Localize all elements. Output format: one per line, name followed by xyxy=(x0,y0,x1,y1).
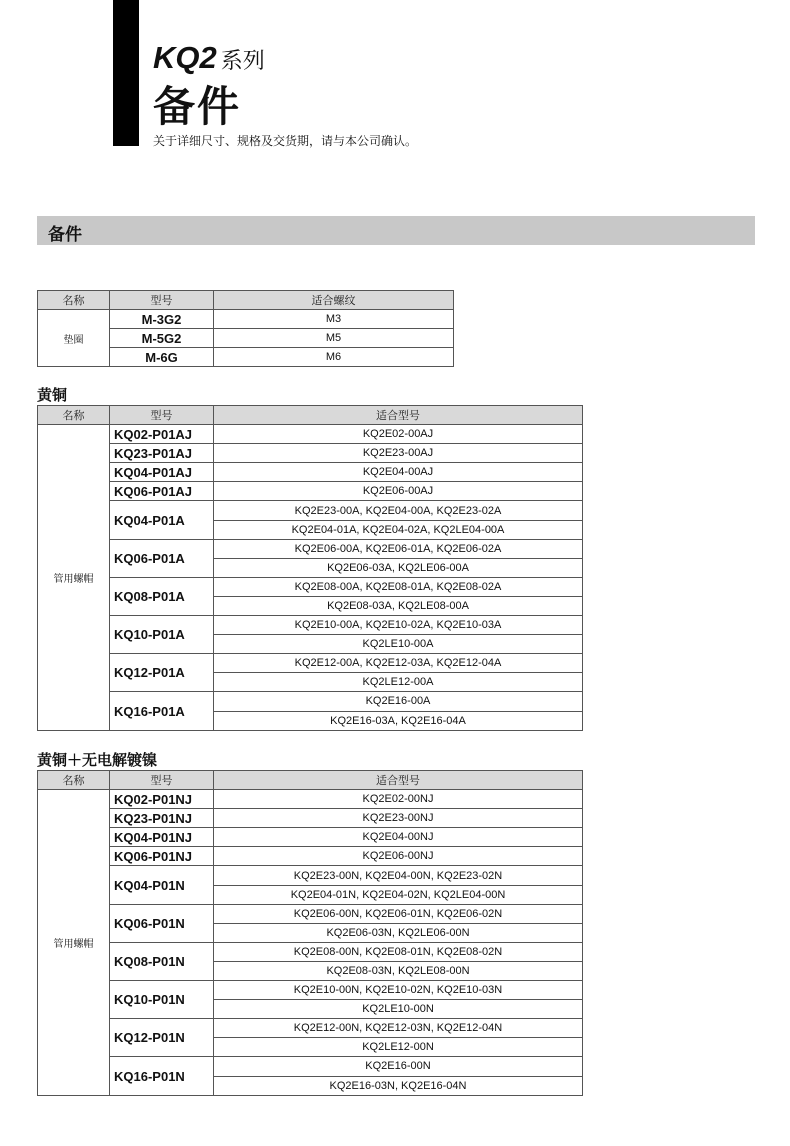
fit-value: KQ2E08-00A, KQ2E08-01A, KQ2E08-02A xyxy=(214,577,583,596)
fit-value: KQ2LE12-00N xyxy=(214,1038,583,1057)
fit-value: KQ2E16-03N, KQ2E16-04N xyxy=(214,1076,583,1095)
series-suffix: 系列 xyxy=(220,49,265,74)
fit-value: KQ2LE10-00N xyxy=(214,1000,583,1019)
table-header-row xyxy=(38,291,454,310)
fit-value: KQ2E08-03N, KQ2LE08-00N xyxy=(214,961,583,980)
fit-value: M3 xyxy=(214,310,454,329)
table-row xyxy=(38,463,583,482)
header-name: 名称 xyxy=(38,406,110,425)
fit-value: KQ2E04-01N, KQ2E04-02N, KQ2LE04-00N xyxy=(214,885,583,904)
part-number: KQ04-P01N xyxy=(110,866,214,904)
table-row xyxy=(38,444,583,463)
part-number: KQ23-P01AJ xyxy=(110,444,214,463)
fit-value: KQ2E12-00N, KQ2E12-03N, KQ2E12-04N xyxy=(214,1019,583,1038)
fit-value: KQ2E16-03A, KQ2E16-04A xyxy=(214,711,583,730)
fit-value: KQ2E02-00AJ xyxy=(214,425,583,444)
part-number: KQ06-P01NJ xyxy=(110,847,214,866)
fit-value: KQ2E16-00A xyxy=(214,692,583,711)
table-row xyxy=(38,866,583,885)
brass-nut-table xyxy=(37,405,583,731)
table-row xyxy=(38,1019,583,1038)
fit-value: KQ2LE10-00A xyxy=(214,635,583,654)
part-number: KQ16-P01N xyxy=(110,1057,214,1095)
category-name: 管用螺帽 xyxy=(38,790,110,1096)
header-model: 型号 xyxy=(110,771,214,790)
fit-value: KQ2E10-00A, KQ2E10-02A, KQ2E10-03A xyxy=(214,616,583,635)
fit-value: KQ2E06-00NJ xyxy=(214,847,583,866)
fit-value: KQ2E23-00AJ xyxy=(214,444,583,463)
table-row xyxy=(38,616,583,635)
table-row xyxy=(38,942,583,961)
part-number: KQ02-P01AJ xyxy=(110,425,214,444)
table-row xyxy=(38,577,583,596)
fit-value: KQ2E04-01A, KQ2E04-02A, KQ2LE04-00A xyxy=(214,520,583,539)
table-row xyxy=(38,501,583,520)
fit-value: M5 xyxy=(214,329,454,348)
fit-value: KQ2E10-00N, KQ2E10-02N, KQ2E10-03N xyxy=(214,981,583,1000)
part-number: KQ08-P01N xyxy=(110,942,214,980)
part-number: KQ04-P01AJ xyxy=(110,463,214,482)
part-number: KQ04-P01NJ xyxy=(110,828,214,847)
part-number: KQ10-P01A xyxy=(110,616,214,654)
table-row xyxy=(38,809,583,828)
category-name: 垫圈 xyxy=(38,310,110,367)
section-title: 备件 xyxy=(48,225,82,245)
page-title: 备件 xyxy=(153,82,242,131)
category-name: 管用螺帽 xyxy=(38,425,110,731)
section-header-band xyxy=(37,216,755,245)
part-number: KQ06-P01N xyxy=(110,904,214,942)
series-model: KQ2 xyxy=(153,40,217,75)
part-number: KQ10-P01N xyxy=(110,981,214,1019)
fit-value: KQ2E08-03A, KQ2LE08-00A xyxy=(214,596,583,615)
table-row xyxy=(38,654,583,673)
table-row xyxy=(38,310,454,329)
fit-value: KQ2E06-00AJ xyxy=(214,482,583,501)
part-number: M-5G2 xyxy=(110,329,214,348)
fit-value: KQ2E23-00A, KQ2E04-00A, KQ2E23-02A xyxy=(214,501,583,520)
fit-value: KQ2E23-00NJ xyxy=(214,809,583,828)
header-fit-model: 适合型号 xyxy=(214,406,583,425)
fit-value: KQ2E08-00N, KQ2E08-01N, KQ2E08-02N xyxy=(214,942,583,961)
part-number: KQ04-P01A xyxy=(110,501,214,539)
table-header-row xyxy=(38,406,583,425)
table-row xyxy=(38,482,583,501)
fit-value: M6 xyxy=(214,348,454,367)
fit-value: KQ2E06-03A, KQ2LE06-00A xyxy=(214,558,583,577)
part-number: KQ06-P01AJ xyxy=(110,482,214,501)
table-row xyxy=(38,981,583,1000)
table-header-row xyxy=(38,771,583,790)
fit-value: KQ2E06-00N, KQ2E06-01N, KQ2E06-02N xyxy=(214,904,583,923)
table-row xyxy=(38,692,583,711)
header-model: 型号 xyxy=(110,406,214,425)
part-number: KQ12-P01A xyxy=(110,654,214,692)
brass-group-title: 黄铜 xyxy=(37,386,68,404)
part-number: M-3G2 xyxy=(110,310,214,329)
nickel-group-title: 黄铜＋无电解镀镍 xyxy=(37,751,158,769)
part-number: KQ02-P01NJ xyxy=(110,790,214,809)
table-row xyxy=(38,790,583,809)
part-number: KQ06-P01A xyxy=(110,539,214,577)
table-row xyxy=(38,425,583,444)
fit-value: KQ2E04-00AJ xyxy=(214,463,583,482)
page-subtitle: 关于详细尺寸、规格及交货期，请与本公司确认。 xyxy=(153,134,418,148)
table-row xyxy=(38,847,583,866)
fit-value: KQ2E16-00N xyxy=(214,1057,583,1076)
fit-value: KQ2E02-00NJ xyxy=(214,790,583,809)
table-row xyxy=(38,904,583,923)
fit-value: KQ2E06-00A, KQ2E06-01A, KQ2E06-02A xyxy=(214,539,583,558)
fit-value: KQ2E06-03N, KQ2LE06-00N xyxy=(214,923,583,942)
part-number: KQ08-P01A xyxy=(110,577,214,615)
table-row xyxy=(38,539,583,558)
fit-value: KQ2E23-00N, KQ2E04-00N, KQ2E23-02N xyxy=(214,866,583,885)
header-name: 名称 xyxy=(38,291,110,310)
nickel-nut-table xyxy=(37,770,583,1096)
part-number: KQ12-P01N xyxy=(110,1019,214,1057)
fit-value: KQ2E12-00A, KQ2E12-03A, KQ2E12-04A xyxy=(214,654,583,673)
table-row xyxy=(38,1057,583,1076)
part-number: KQ23-P01NJ xyxy=(110,809,214,828)
series-heading xyxy=(153,42,265,78)
table-row xyxy=(38,828,583,847)
header-fit-thread: 适合螺纹 xyxy=(214,291,454,310)
gasket-table xyxy=(37,290,454,367)
fit-value: KQ2LE12-00A xyxy=(214,673,583,692)
fit-value: KQ2E04-00NJ xyxy=(214,828,583,847)
header-name: 名称 xyxy=(38,771,110,790)
header-model: 型号 xyxy=(110,291,214,310)
part-number: KQ16-P01A xyxy=(110,692,214,730)
header-black-bar xyxy=(113,0,139,146)
header-fit-model: 适合型号 xyxy=(214,771,583,790)
part-number: M-6G xyxy=(110,348,214,367)
